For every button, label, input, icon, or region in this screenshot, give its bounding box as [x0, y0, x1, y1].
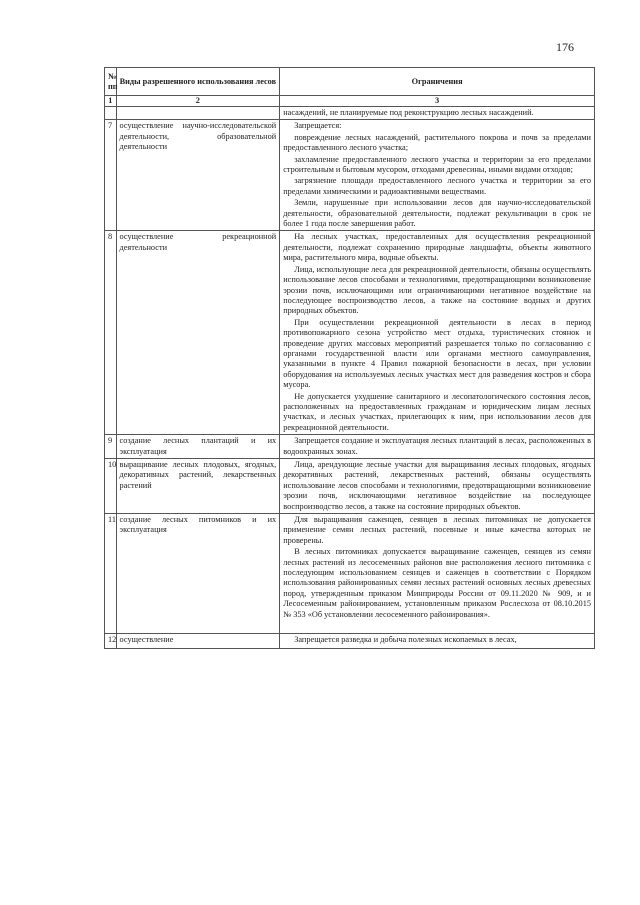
row-use-kind: осуществление научно-исследовательской деятельности, образовательной деятельности: [116, 120, 280, 231]
row-restrictions: [280, 231, 595, 435]
table-row: [105, 634, 595, 649]
table-header-row: [105, 68, 595, 96]
table-row: [105, 435, 595, 459]
restriction-paragraph: Лица, арендующие лесные участки для выращивания лесных плодовых, ягодных декоративных растений, лекарственных растений, обязаны осуществлять использование лесов способами и технологиями, предотвращающими возникновение эрозии почв, исключающими негативное воздействие на последующее воспроизводство лесов, а также на состояние природных объектов.: [283, 460, 591, 511]
row-restrictions: [280, 107, 595, 120]
restriction-paragraph: насаждений, не планируемые под реконструкцию лесных насаждений.: [283, 108, 534, 117]
table-row: [105, 120, 595, 231]
table-row: [105, 231, 595, 435]
row-restrictions: [280, 634, 595, 649]
restriction-paragraph: При осуществлении рекреационной деятельности в лесах в период противопожарного сезона устройство мест отдыха, туристических стоянок и проведение других массовых мероприятий разрешается только по согласованию с органами государственной власти или органами местного самоуправления, указанными в пункте 4 Правил пожарной безопасности в лесах, при условии оборудования на используемых лесных участках мест для разведения костров и сбора мусора.: [283, 317, 591, 390]
column-index-3: 3: [280, 96, 595, 107]
restriction-paragraph: захламление предоставленного лесного участка и территории за его пределами строительным и бытовым мусором, отходами древесины, иными видами отходов;: [283, 154, 591, 175]
table-row: [105, 459, 595, 514]
column-index-1: 1: [105, 96, 117, 107]
row-number: 11: [105, 514, 117, 634]
page-number: 176: [556, 40, 574, 54]
row-restrictions: [280, 120, 595, 231]
row-number: [105, 107, 117, 120]
row-use-kind: осуществление рекреационной деятельности: [116, 231, 280, 435]
restriction-paragraph: На лесных участках, предоставленных для осуществления рекреационной деятельности, подлежат сохранению природные ландшафты, объекты животного мира, растительного мира, водные объекты.: [283, 232, 591, 263]
restriction-paragraph: Запрещается:: [294, 121, 342, 131]
header-num: № пп: [105, 68, 117, 96]
row-number: 9: [105, 435, 117, 459]
header-restrictions: Ограничения: [280, 68, 595, 96]
restriction-paragraph: В лесных питомниках допускается выращивание саженцев, сеянцев из семян лесных растений из лесосеменных районов вне расположения лесного питомника с последующим использованием сеянцев и саженцев в соответствии с Порядком использования районированных семян лесных растений основных лесных древесных пород, утвержденным приказом Минприроды России от 09.11.2020 № 909, и и Лесосеменным районированием, установленным приказом Рослесхоза от 08.10.2015 № 353 «Об установлении лесосеменного районирования».: [283, 547, 591, 619]
restriction-paragraph: Запрещается разведка и добыча полезных ископаемых в лесах,: [294, 635, 517, 645]
restriction-paragraph: повреждение лесных насаждений, растительного покрова и почв за пределами предоставленного лесного участка;: [283, 132, 591, 153]
row-number: 8: [105, 231, 117, 435]
table-row: [105, 514, 595, 634]
restriction-paragraph: Лица, использующие леса для рекреационной деятельности, обязаны осуществлять использование лесов способами и технологиями, предотвращающими возникновение эрозии почв, исключающими или ограничивающими негативное воздействие на последующее воспроизводство лесов, а также на состояние водных и других природных объектов.: [283, 264, 591, 316]
column-index-row: [105, 96, 595, 107]
restriction-paragraph: Не допускается ухудшение санитарного и лесопатологического состояния лесов, расположенных на предоставленных гражданам и юридическим лицам лесных участках, и лесных участках, прилегающих к ним, при использовании лесов для рекреационной деятельности.: [283, 391, 591, 432]
restriction-paragraph: загрязнение площади предоставленного лесного участка и территории за его пределами химическими и радиоактивными веществами.: [283, 176, 591, 196]
row-use-kind: осуществление: [116, 634, 280, 649]
row-number: 12: [105, 634, 117, 649]
row-restrictions: [280, 459, 595, 514]
row-number: 10: [105, 459, 117, 514]
restriction-paragraph: Для выращивания саженцев, сеянцев в лесных питомниках не допускается применение семян лесных растений, посевные и иные качества которых не проверены.: [283, 515, 591, 545]
header-kind: Виды разрешенного использования лесов: [116, 68, 280, 96]
row-number: 7: [105, 120, 117, 231]
row-use-kind: [116, 107, 280, 120]
restrictions-table: [104, 67, 595, 649]
row-use-kind: выращивание лесных плодовых, ягодных, декоративных растений, лекарственных растений: [116, 459, 280, 514]
row-use-kind: создание лесных питомников и их эксплуатация: [116, 514, 280, 634]
row-restrictions: [280, 514, 595, 634]
row-use-kind: создание лесных плантаций и их эксплуатация: [116, 435, 280, 459]
restriction-paragraph: Запрещается создание и эксплуатация лесных плантаций в лесах, расположенных в водоохранных зонах.: [283, 436, 591, 456]
row-restrictions: [280, 435, 595, 459]
column-index-2: 2: [116, 96, 280, 107]
table-row: [105, 107, 595, 120]
restriction-paragraph: Земли, нарушенные при использовании лесов для научно-исследовательской деятельности, образовательной деятельности, подлежат рекультивации в срок не более 1 года после завершения работ.: [283, 198, 591, 229]
